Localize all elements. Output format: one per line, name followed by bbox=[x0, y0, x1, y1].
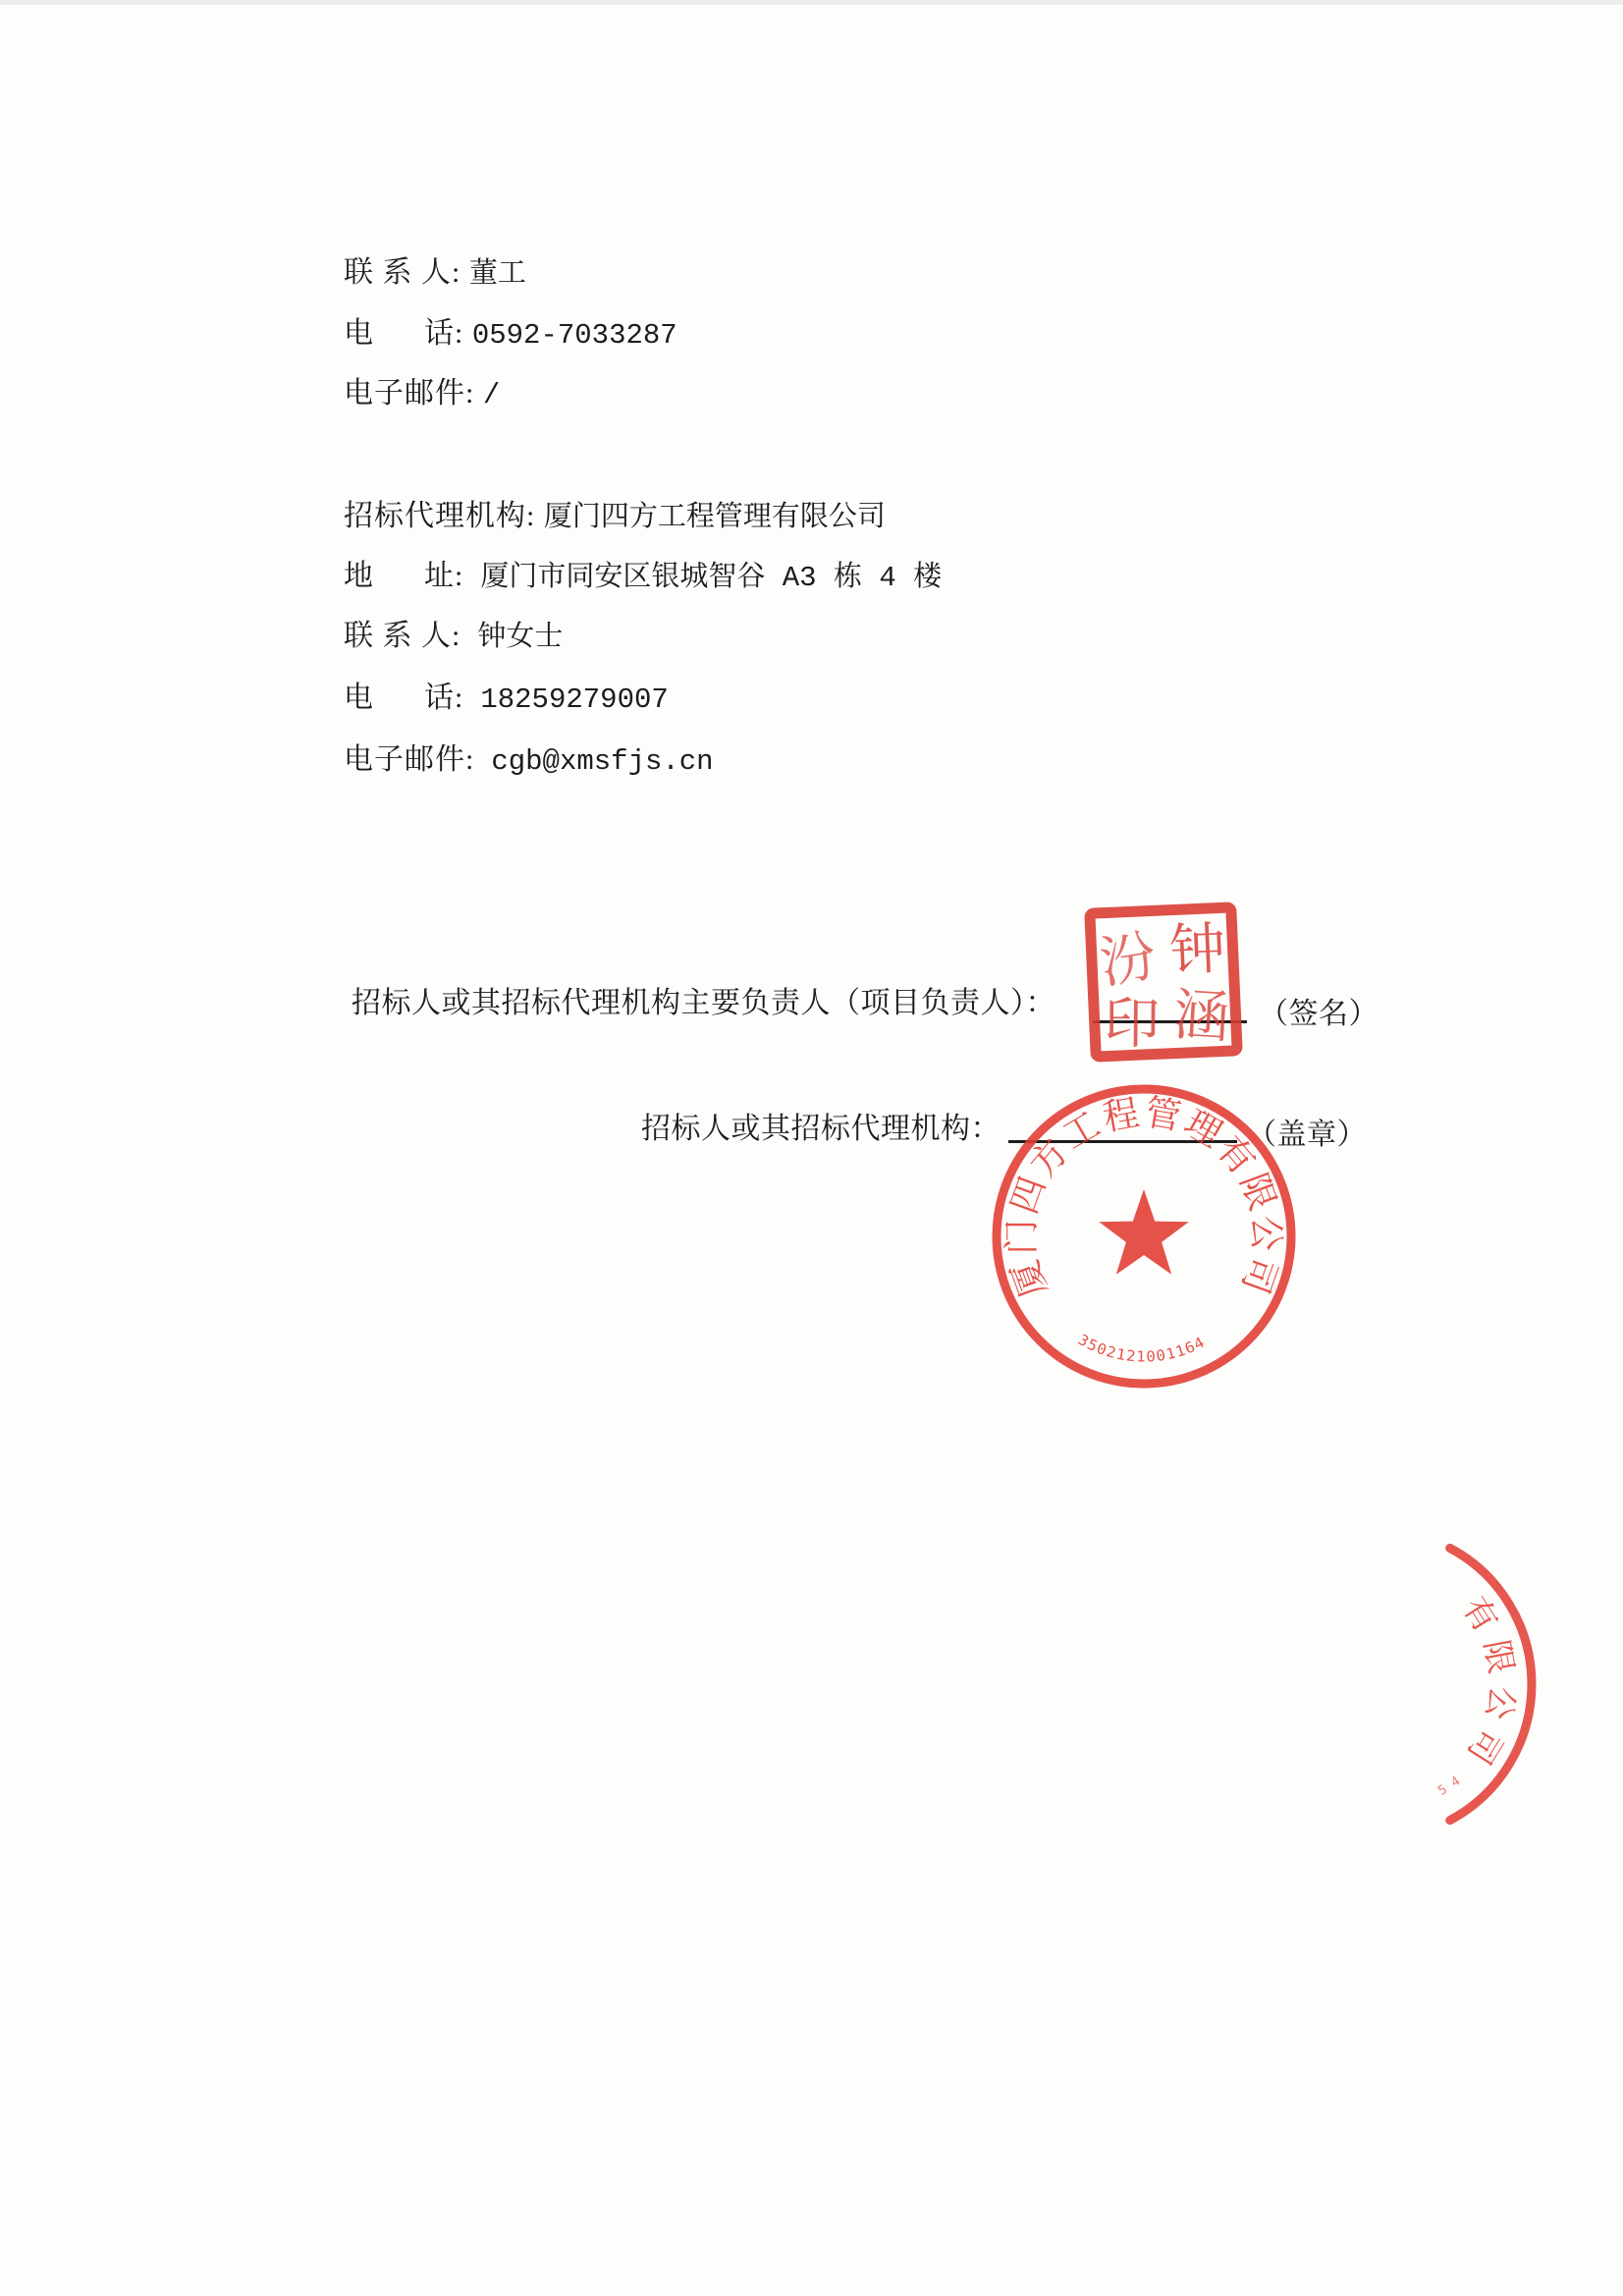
agency-phone-label: 电 话: bbox=[344, 682, 481, 714]
phone-value: 0592-7033287 bbox=[471, 319, 677, 352]
agency-name-value: 厦门四方工程管理有限公司 bbox=[543, 502, 886, 534]
agency-phone-row bbox=[344, 679, 669, 718]
personal-seal-char-top-right: 钟 bbox=[1167, 916, 1227, 984]
agency-email-label: 电子邮件: bbox=[344, 743, 492, 776]
agency-phone-value: 18259279007 bbox=[480, 683, 669, 716]
agency-email-row bbox=[344, 740, 714, 780]
agency-contact-value: 钟女士 bbox=[477, 622, 564, 654]
partial-seal-arc bbox=[1450, 1548, 1532, 1820]
agency-name-row bbox=[344, 497, 886, 536]
agency-signature-suffix: （盖章） bbox=[1247, 1119, 1367, 1151]
agency-email-value: cgb@xmsfjs.cn bbox=[491, 745, 714, 778]
partial-edge-seal bbox=[1435, 1548, 1532, 1820]
contact-person-row bbox=[344, 253, 526, 293]
agency-address-label: 地 址: bbox=[344, 560, 481, 592]
email-row bbox=[344, 374, 500, 413]
partial-seal-number-fragment: 5 4 bbox=[1435, 1774, 1464, 1799]
contact-person-label: 联 系 人: bbox=[344, 256, 469, 289]
phone-label: 电 话: bbox=[344, 317, 472, 350]
personal-name-seal bbox=[1090, 907, 1237, 1060]
company-seal-number-text: 3502121001164 bbox=[1074, 1330, 1208, 1366]
email-label: 电子邮件: bbox=[344, 377, 483, 410]
agency-signature-caption: 招标人或其招标代理机构： bbox=[641, 1113, 1001, 1145]
company-seal-name-text: 厦门四方工程管理有限公司 bbox=[1000, 1090, 1288, 1303]
agency-address-value: 厦门市同安区银城智谷 A3 栋 4 楼 bbox=[480, 562, 943, 594]
phone-row bbox=[344, 314, 677, 354]
agency-contact-row bbox=[344, 617, 563, 656]
personal-seal-char-top-left: 汾 bbox=[1095, 923, 1162, 997]
personal-seal-border bbox=[1090, 907, 1237, 1057]
scan-edge-shadow bbox=[0, 0, 1623, 5]
agency-contact-label: 联 系 人: bbox=[344, 620, 478, 652]
agency-name-label: 招标代理机构: bbox=[344, 500, 544, 532]
agency-address-row bbox=[344, 557, 942, 596]
personal-seal-char-bottom-right: 涵 bbox=[1171, 982, 1232, 1052]
principal-signature-suffix: （签名） bbox=[1259, 998, 1379, 1030]
personal-seal-char-bottom-left: 印 bbox=[1104, 991, 1161, 1057]
company-seal-star-icon bbox=[1099, 1189, 1188, 1275]
partial-seal-text: 有限公司 bbox=[1454, 1590, 1523, 1778]
principal-signature-caption: 招标人或其招标代理机构主要负责人（项目负责人）： bbox=[352, 987, 1055, 1019]
agency-signature-underline bbox=[1008, 1140, 1237, 1143]
email-value: / bbox=[482, 379, 501, 411]
principal-signature-underline bbox=[1093, 1020, 1247, 1023]
contact-person-value: 董工 bbox=[468, 258, 526, 291]
